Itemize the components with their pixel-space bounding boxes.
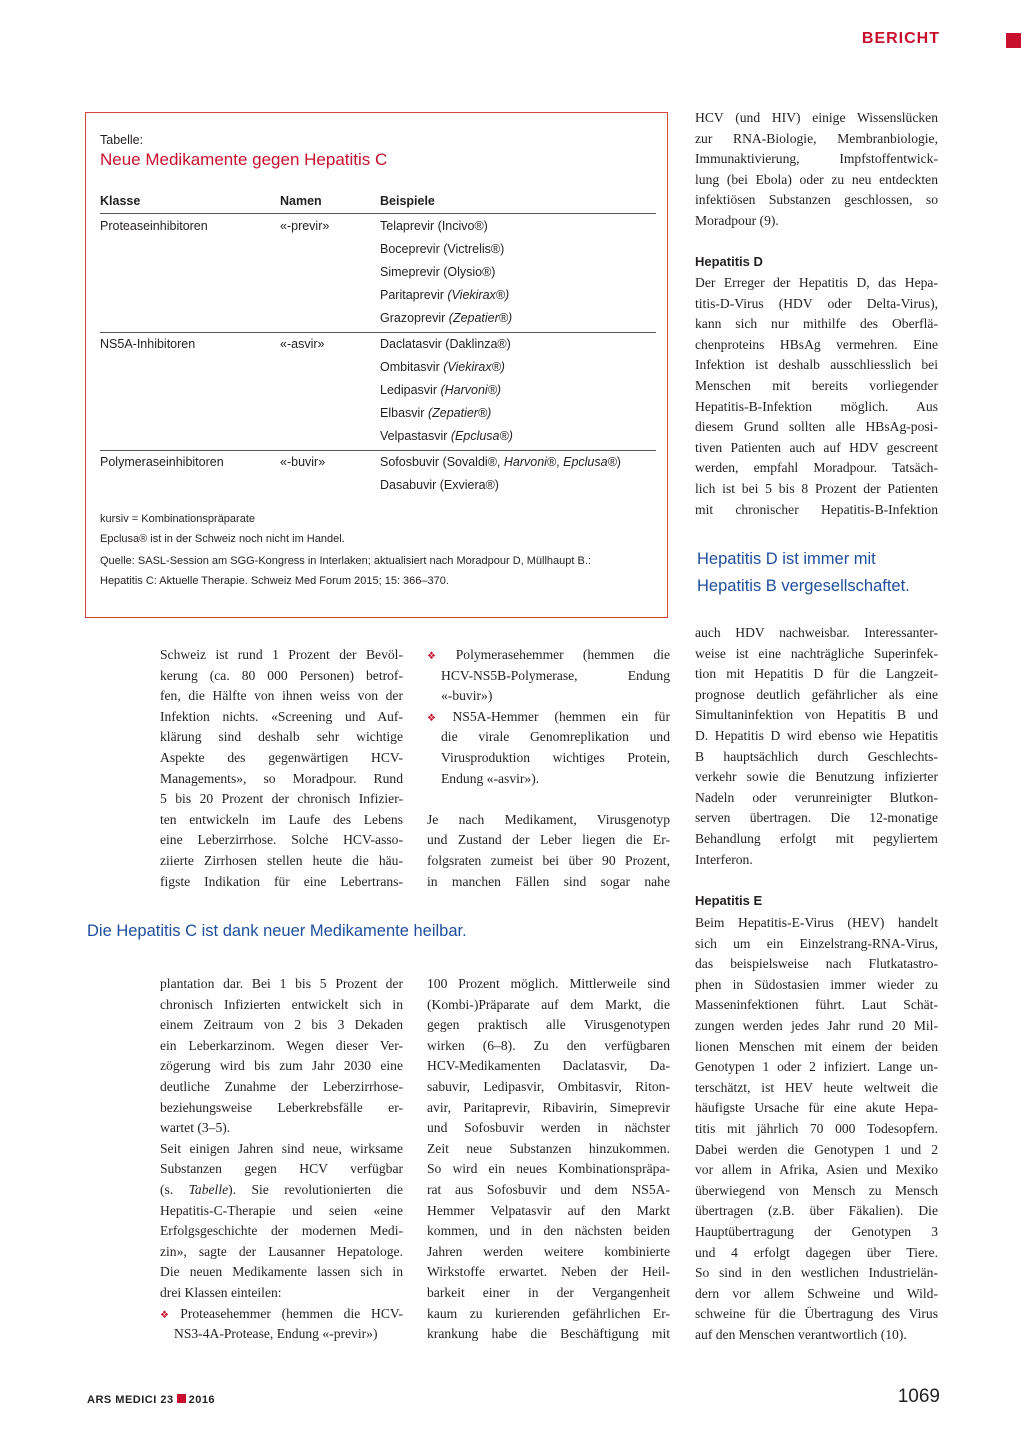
text-line xyxy=(695,149,938,170)
article-column-3-hepatitis-d xyxy=(695,273,938,520)
text-line-content: Aspekte des gegenwärtigen HCV- xyxy=(160,749,403,765)
text-line-content: So sind in den westlichen Industrielän- xyxy=(695,1265,938,1281)
text-line-content: kaum zu kurierenden gefährlichen Er- xyxy=(427,1305,670,1321)
text-line-content: Zeit neue Substanzen hinzukommen. xyxy=(427,1140,670,1156)
text-line xyxy=(427,1262,670,1283)
column-header-beispiele: Beispiele xyxy=(380,194,435,208)
section-label: BERICHT xyxy=(861,30,940,47)
text-line-content: phen in Südostasien immer wieder zu xyxy=(695,976,938,992)
bullet-icon: ❖ xyxy=(427,651,452,662)
text-line xyxy=(695,1304,938,1325)
text-line xyxy=(695,623,938,644)
text-line xyxy=(427,1283,670,1304)
text-line-content: beziehungsweise Leberkrebsfälle er- xyxy=(160,1099,403,1115)
text-line xyxy=(695,1201,938,1222)
text-line xyxy=(695,975,938,996)
text-line-content: das beispielsweise nach Flutkatastro- xyxy=(695,956,938,972)
text-line xyxy=(160,1324,403,1345)
table-cell-klasse: NS5A-Inhibitoren xyxy=(100,337,196,351)
article-column-2-bottom xyxy=(427,974,670,1345)
heading-hepatitis-e: Hepatitis E xyxy=(695,893,763,908)
table-cell-klasse: Polymeraseinhibitoren xyxy=(100,455,224,469)
text-line-content: zin», sagte der Lausanner Hepatologe. xyxy=(160,1243,403,1259)
text-line-content: häufigste Ursache für eine akute Hepa- xyxy=(695,1100,938,1116)
text-line xyxy=(695,1263,938,1284)
text-line xyxy=(427,1077,670,1098)
text-line-content: auf den Menschen verantwortlich (10). xyxy=(695,1326,907,1342)
table-group xyxy=(100,332,656,451)
text-line-content: avir, Paritaprevir, Ribavirin, Simeprevir xyxy=(427,1099,670,1115)
text-line xyxy=(695,995,938,1016)
text-line-content: auch HDV nachweisbar. Interessanter- xyxy=(695,625,938,640)
text-line xyxy=(160,1036,403,1057)
text-line xyxy=(160,1159,403,1180)
journal-name: ARS MEDICI 23 xyxy=(87,1394,174,1406)
text-line-content: weise ist eine nachträgliche Superinfek- xyxy=(695,645,938,661)
text-line xyxy=(160,1304,403,1325)
text-line-content: Polymerasehemmer (hemmen die xyxy=(455,647,670,662)
text-line xyxy=(695,1243,938,1264)
text-line-content: verkehr sowie die Benutzung infizierter xyxy=(695,769,938,785)
table-row xyxy=(100,478,656,501)
text-line xyxy=(160,769,403,790)
text-line-content: Der Erreger der Hepatitis D, das Hepa- xyxy=(695,275,938,290)
text-line-content: Virusproduktion wichtiges Protein, xyxy=(441,749,670,765)
text-line-content: lionen Menschen mit einem der beiden xyxy=(695,1038,938,1054)
text-line xyxy=(427,1139,670,1160)
text-line-content: Interferon. xyxy=(695,851,753,867)
text-line xyxy=(160,1118,403,1139)
text-line xyxy=(160,686,403,707)
text-line-content: Substanzen gegen HCV verfügbar xyxy=(160,1161,403,1177)
text-line-content: Die neuen Medikamente lassen sich in xyxy=(160,1264,403,1280)
text-line xyxy=(695,335,938,356)
table-group xyxy=(100,214,656,333)
bullet-icon: ❖ xyxy=(427,712,449,724)
table-row xyxy=(100,337,656,360)
text-line xyxy=(695,788,938,809)
text-line-content: Genotypen 1 oder 2 infiziert. Lange un- xyxy=(695,1059,938,1075)
text-line-content: rat aus Sofosbuvir und dem NS5A- xyxy=(427,1181,670,1197)
text-line xyxy=(160,995,403,1016)
text-line xyxy=(160,1015,403,1036)
table-footnote: Hepatitis C: Aktuelle Therapie. Schweiz Med Forum 2015; 15: 366–370. xyxy=(100,575,449,587)
text-line-content: Schweiz ist rund 1 Prozent der Bevöl- xyxy=(160,647,403,662)
text-line-content: Moradpour (9). xyxy=(695,212,779,228)
text-line-content: kommen, und in den nächsten beiden xyxy=(427,1223,670,1239)
table-cell-beispiel: Sofosbuvir (Sovaldi®, Harvoni®, Epclusa®) xyxy=(380,455,621,469)
text-line-content: tion mit Hepatitis D für die Langzeit- xyxy=(695,666,938,682)
text-line-content: diesem Grund sollten alle HBsAg-posi- xyxy=(695,419,938,435)
article-column-3-hepatitis-e xyxy=(695,913,938,1345)
text-line-content: wartet (3–5). xyxy=(160,1120,231,1136)
text-line xyxy=(695,170,938,191)
text-line-content: Proteasehemmer (hemmen die HCV- xyxy=(180,1305,403,1321)
text-line xyxy=(427,1242,670,1263)
table-cell-klasse: Proteaseinhibitoren xyxy=(100,219,208,233)
text-line-content: klärung sind deshalb sehr wichtige xyxy=(160,729,403,745)
text-line xyxy=(160,645,403,666)
article-column-1-top xyxy=(160,645,403,892)
table-cell-beispiel: Grazoprevir (Zepatier®) xyxy=(380,311,513,325)
text-line-content: deutliche Zunahme der Leberzirrhose- xyxy=(160,1078,403,1094)
text-line-content: B hauptsächlich durch Geschlechts- xyxy=(695,748,938,764)
table-row xyxy=(100,288,656,311)
heading-hepatitis-d: Hepatitis D xyxy=(695,254,763,269)
text-line xyxy=(160,830,403,851)
text-line xyxy=(695,705,938,726)
table-cell-beispiel: Elbasvir (Zepatier®) xyxy=(380,406,492,420)
text-line-content: Menschen mit bereits vorliegender xyxy=(695,377,938,393)
table-header xyxy=(100,191,656,214)
text-line xyxy=(695,664,938,685)
text-line xyxy=(427,1201,670,1222)
text-line xyxy=(695,1098,938,1119)
text-line xyxy=(695,355,938,376)
text-line xyxy=(427,727,670,748)
table-row xyxy=(100,360,656,383)
text-line xyxy=(160,727,403,748)
text-line xyxy=(160,1180,403,1201)
text-line-content: figste Indikation für eine Lebertrans- xyxy=(160,873,403,889)
text-line xyxy=(160,1283,403,1304)
text-line xyxy=(427,1180,670,1201)
table-cell-beispiel: Dasabuvir (Exviera®) xyxy=(380,478,499,492)
text-line-content: Hemmer Velpatasvir auf den Markt xyxy=(427,1202,670,1218)
text-line-content: schweine für die Übertragung des Virus xyxy=(695,1306,938,1322)
text-line xyxy=(695,376,938,397)
table-row xyxy=(100,383,656,406)
text-line xyxy=(695,500,938,521)
text-line xyxy=(695,1222,938,1243)
text-line-content: dern vor allem Schweine und Wild- xyxy=(695,1285,938,1301)
text-line xyxy=(160,1201,403,1222)
text-line xyxy=(695,1325,938,1346)
text-line-content: und Zustand der Leber liegen die Er- xyxy=(427,832,670,848)
table-footnote: Quelle: SASL-Session am SGG-Kongress in Interlaken; aktualisiert nach Moradpour D, Müllhaupt B.: xyxy=(100,555,591,567)
text-line-content: (s. Tabelle). Sie revolutionierten die xyxy=(160,1181,403,1197)
text-line-content: plantation dar. Bei 1 bis 5 Prozent der xyxy=(160,976,403,991)
journal-footer xyxy=(87,1394,215,1406)
text-line xyxy=(160,851,403,872)
text-line-content: in manchen Fällen sind sogar nahe xyxy=(427,873,670,889)
table-row xyxy=(100,265,656,288)
text-line xyxy=(695,1140,938,1161)
text-line-content: folgsraten zumeist bei über 90 Prozent, xyxy=(427,852,670,868)
text-line-content: vor allem in Afrika, Asien und Mexiko xyxy=(695,1162,938,1178)
text-line-content: prognose deutlich gefährlicher als eine xyxy=(695,686,938,702)
text-line xyxy=(695,850,938,871)
table-row xyxy=(100,406,656,429)
text-line-content: krankung habe die Beschäftigung mit xyxy=(427,1326,670,1342)
text-line-content: mit chronischer Hepatitis-B-Infektion xyxy=(695,501,938,517)
text-line xyxy=(427,666,670,687)
text-line xyxy=(160,872,403,893)
table-row xyxy=(100,242,656,265)
section-marker xyxy=(1006,33,1021,48)
text-line-content: 5 bis 20 Prozent der chronisch Infizier- xyxy=(160,791,403,807)
text-line-content: gegen praktisch alle Virusgenotypen xyxy=(427,1017,670,1033)
table-title: Neue Medikamente gegen Hepatitis C xyxy=(100,150,388,169)
table-row xyxy=(100,455,656,478)
text-line xyxy=(160,789,403,810)
text-line-content: kerung (ca. 80 000 Personen) betrof- xyxy=(160,667,403,683)
text-line xyxy=(695,685,938,706)
text-line xyxy=(695,829,938,850)
text-line xyxy=(695,417,938,438)
table-row xyxy=(100,219,656,242)
table-cell-beispiel: Ombitasvir (Viekirax®) xyxy=(380,360,505,374)
text-line xyxy=(427,1015,670,1036)
table-cell-beispiel: Paritaprevir (Viekirax®) xyxy=(380,288,510,302)
text-line-content: NS3-4A-Protease, Endung «-previr») xyxy=(174,1326,378,1342)
text-line xyxy=(160,1077,403,1098)
table-cell-beispiel: Daclatasvir (Daklinza®) xyxy=(380,337,511,351)
text-line-content: ten entwickeln im Laufe des Lebens xyxy=(160,811,403,827)
text-line xyxy=(695,129,938,150)
text-line-content: Immunaktivierung, Impfstoffentwick- xyxy=(695,151,938,167)
text-line-content: sich um ein Einzelstrang-RNA-Virus, xyxy=(695,935,938,951)
text-line xyxy=(695,294,938,315)
text-line-content: Je nach Medikament, Virusgenotyp xyxy=(427,811,670,827)
text-line xyxy=(695,1160,938,1181)
footer-marker xyxy=(177,1394,186,1403)
text-line-content: Hauptübertragung der Genotypen 3 xyxy=(695,1223,938,1239)
table-cell-beispiel: Telaprevir (Incivo®) xyxy=(380,219,488,233)
text-line-content: Endung «-asvir»). xyxy=(441,770,540,786)
text-line xyxy=(427,1098,670,1119)
text-line xyxy=(427,810,670,831)
text-line-content: chenproteins HBsAg vermehren. Eine xyxy=(695,336,938,352)
text-line xyxy=(695,913,938,934)
table-cell-beispiel: Velpastasvir (Epclusa®) xyxy=(380,429,513,443)
text-line xyxy=(427,1324,670,1345)
text-line xyxy=(695,479,938,500)
pull-quote-left: Die Hepatitis C ist dank neuer Medikamente heilbar. xyxy=(87,922,467,940)
text-line xyxy=(427,686,670,707)
text-line-content: Wirkstoffe erwartet. Neben der Heil- xyxy=(427,1264,670,1280)
text-line xyxy=(695,954,938,975)
table-cell-namen: «-buvir» xyxy=(280,455,326,469)
text-line xyxy=(695,1078,938,1099)
text-line-content: übertragen (z.B. über Fäkalien). Die xyxy=(695,1203,938,1219)
text-line xyxy=(160,1098,403,1119)
column-header-namen: Namen xyxy=(280,194,322,208)
page-number: 1069 xyxy=(897,1386,940,1407)
text-line xyxy=(695,1181,938,1202)
text-line-content: fen, die Hälfte von ihnen weiss von der xyxy=(160,688,403,704)
text-line xyxy=(160,810,403,831)
text-line xyxy=(427,830,670,851)
text-line-content: titis-D-Virus (HDV oder Delta-Virus), xyxy=(695,295,938,311)
text-line xyxy=(160,748,403,769)
text-line xyxy=(695,747,938,768)
text-line-content: werden, empfahl Moradpour. Tatsäch- xyxy=(695,460,938,476)
text-line xyxy=(160,1262,403,1283)
text-line xyxy=(427,1159,670,1180)
text-line xyxy=(695,211,938,232)
text-line-content: lich ist bei 5 bis 8 Prozent der Patienten xyxy=(695,480,938,496)
medication-table xyxy=(85,112,668,618)
text-line xyxy=(160,1056,403,1077)
text-line xyxy=(695,644,938,665)
text-line-content: terschätzt, ist HEV heute weltweit die xyxy=(695,1079,938,1095)
text-line xyxy=(695,1284,938,1305)
text-line xyxy=(427,769,670,790)
text-line xyxy=(695,726,938,747)
text-line-content: zungen werden jedes Jahr rund 20 Mil- xyxy=(695,1017,938,1033)
text-line-content: ziierte Zirrhosen stellen heute die häu- xyxy=(160,852,403,868)
bullet-icon: ❖ xyxy=(160,1309,177,1321)
table-row xyxy=(100,311,656,334)
text-line xyxy=(427,748,670,769)
text-line-content: einem Zeitraum von 2 bis 3 Dekaden xyxy=(160,1017,403,1033)
text-line-content: 100 Prozent möglich. Mittlerweile sind xyxy=(427,976,670,991)
text-line xyxy=(427,1036,670,1057)
text-line xyxy=(695,397,938,418)
text-line-content: Hepatitis-C-Therapie und seien «eine xyxy=(160,1202,403,1218)
text-line-content: So wird ein neues Kombinationspräpa- xyxy=(427,1161,670,1177)
text-line-content: Infektion nichts. «Screening und Auf- xyxy=(160,708,403,724)
text-line-content: barkeit einer in der Vergangenheit xyxy=(427,1284,670,1300)
journal-year: 2016 xyxy=(188,1394,216,1406)
text-line-content: eine Leberzirrhose. Solche HCV-asso- xyxy=(160,832,403,848)
text-line xyxy=(427,1056,670,1077)
text-line-content: drei Klassen einteilen: xyxy=(160,1284,282,1300)
text-line-content: sabuvir, Ledipasvir, Ombitasvir, Riton- xyxy=(427,1078,670,1094)
text-line-content: zur RNA-Biologie, Membranbiologie, xyxy=(695,130,938,146)
text-line-content: titis mit jährlich 70 000 Todesopfern. xyxy=(695,1120,938,1136)
text-line xyxy=(427,974,670,995)
text-line-content: und Sofosbuvir werden in nächster xyxy=(427,1120,670,1136)
text-line-content: überwiegend von Mensch zu Mensch xyxy=(695,1182,938,1198)
table-footnote: kursiv = Kombinationspräparate xyxy=(100,513,255,525)
text-line-content: Simultaninfektion von Hepatitis B und xyxy=(695,707,938,723)
text-line xyxy=(427,872,670,893)
text-line xyxy=(427,1221,670,1242)
text-line-content: HCV-NS5B-Polymerase, Endung xyxy=(441,667,670,683)
text-line xyxy=(695,314,938,335)
text-line-content: Behandlung erfolgt mit pegyliertem xyxy=(695,830,938,846)
text-line-content: Infektion ist deshalb ausschliesslich bei xyxy=(695,357,938,373)
text-line-content: «-buvir») xyxy=(441,688,493,704)
text-line-content: lung (bei Ebola) oder zu neu entdeckten xyxy=(695,171,938,187)
text-line-content: Dabei werden die Genotypen 1 und 2 xyxy=(695,1141,938,1157)
text-line-content: und 4 erfolgt dagegen über Tiere. xyxy=(695,1244,938,1260)
table-cell-beispiel: Boceprevir (Victrelis®) xyxy=(380,242,505,256)
table-cell-namen: «-asvir» xyxy=(280,337,325,351)
article-column-3-intro xyxy=(695,108,938,232)
text-line xyxy=(695,190,938,211)
text-line-content: Managements», so Moradpour. Rund xyxy=(160,770,403,786)
article-column-3-middle xyxy=(695,623,938,870)
text-line-content: HCV (und HIV) einige Wissenslücken xyxy=(695,110,938,125)
text-line xyxy=(160,666,403,687)
text-line xyxy=(427,789,670,810)
text-line-content: serven übertragen. Die 12-monatige xyxy=(695,810,938,826)
table-cell-beispiel: Simeprevir (Olysio®) xyxy=(380,265,496,279)
table-group xyxy=(100,450,656,499)
table-row xyxy=(100,429,656,452)
text-line-content: die virale Genomreplikation und xyxy=(441,729,670,745)
text-line xyxy=(160,1139,403,1160)
text-line xyxy=(427,1118,670,1139)
text-line-content: kann sich nur mithilfe des Oberflä- xyxy=(695,316,938,332)
text-line xyxy=(427,707,670,728)
text-line-content: Erfolgsgeschichte der modernen Medi- xyxy=(160,1223,403,1239)
text-line xyxy=(160,974,403,995)
text-line xyxy=(427,1304,670,1325)
text-line xyxy=(695,934,938,955)
text-line-content: Nadeln oder verunreinigter Blutkon- xyxy=(695,789,938,805)
text-line xyxy=(695,1037,938,1058)
text-line-content: Hepatitis-B-Infektion möglich. Aus xyxy=(695,398,938,414)
text-line xyxy=(695,1119,938,1140)
table-footnote: Epclusa® ist in der Schweiz noch nicht im Handel. xyxy=(100,533,345,545)
text-line xyxy=(427,645,670,666)
text-line-content: zögerung wird bis zum Jahr 2030 eine xyxy=(160,1058,403,1074)
text-line-content: Seit einigen Jahren sind neue, wirksame xyxy=(160,1140,403,1156)
text-line-content: Masseninfektionen führt. Laut Schät- xyxy=(695,997,938,1013)
article-column-1-bottom xyxy=(160,974,403,1345)
pull-quote-right-line-1: Hepatitis D ist immer mit xyxy=(697,550,876,568)
text-line-content: chronisch Infizierten entwickelt sich in xyxy=(160,996,403,1012)
table-cell-namen: «-previr» xyxy=(280,219,330,233)
text-line xyxy=(695,808,938,829)
article-column-2-top xyxy=(427,645,670,892)
text-line-content: HCV-Medikamenten Daclatasvir, Da- xyxy=(427,1058,670,1074)
text-line xyxy=(160,1221,403,1242)
text-line xyxy=(695,1016,938,1037)
text-line xyxy=(160,707,403,728)
text-line xyxy=(695,767,938,788)
text-line xyxy=(695,273,938,294)
text-line-content: wirken (6–8). Zu den verfügbaren xyxy=(427,1037,670,1053)
column-header-klasse: Klasse xyxy=(100,194,141,208)
text-line-content: tiven Patienten auch auf HDV gescreent xyxy=(695,439,938,455)
table-cell-beispiel: Ledipasvir (Harvoni®) xyxy=(380,383,502,397)
text-line xyxy=(695,458,938,479)
text-line-content: ein Leberkarzinom. Wegen dieser Ver- xyxy=(160,1037,403,1053)
text-line xyxy=(427,851,670,872)
text-line xyxy=(695,1057,938,1078)
text-line-content: Jahren werden weitere kombinierte xyxy=(427,1243,670,1259)
pull-quote-right xyxy=(697,546,957,600)
text-line xyxy=(695,108,938,129)
text-line xyxy=(695,438,938,459)
text-line-content: infektiösen Substanzen geschlossen, so xyxy=(695,192,938,208)
text-line xyxy=(160,1242,403,1263)
table-caption: Tabelle: xyxy=(100,133,144,147)
text-line-content: Beim Hepatitis-E-Virus (HEV) handelt xyxy=(695,915,938,930)
text-line-content: (Kombi-)Präparate auf dem Markt, die xyxy=(427,996,670,1012)
text-line xyxy=(427,995,670,1016)
pull-quote-right-line-2: Hepatitis B vergesellschaftet. xyxy=(697,577,910,595)
text-line-content: NS5A-Hemmer (hemmen ein für xyxy=(452,708,670,724)
text-line-content: D. Hepatitis D wird ebenso wie Hepatitis xyxy=(695,727,938,743)
